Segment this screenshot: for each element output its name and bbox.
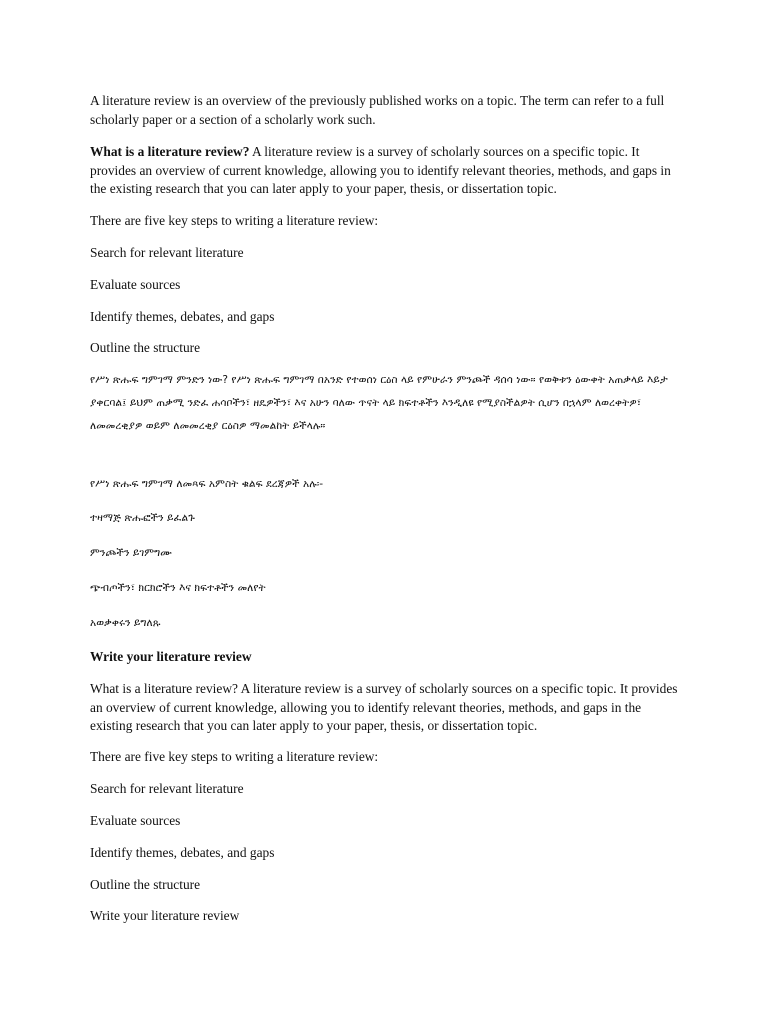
step-item: Write your literature review [90,908,240,923]
steps-intro: There are five key steps to writing a literature review: [90,213,379,228]
definition-heading: What is a literature review? [90,144,250,159]
definition-body: A literature review is a survey of scholarly sources on a specific topic. It provides an overview of current knowledge, allowing you to identify relevant theories, methods, and gaps in the existing research that you can later apply to your paper, thesis, or dissertation topic. [90,144,671,196]
step-item: Evaluate sources [90,277,181,292]
step-item: Identify themes, debates, and gaps [90,845,275,860]
steps-intro: There are five key steps to writing a literature review: [90,749,379,764]
step-item: Identify themes, debates, and gaps [90,309,275,324]
definition-paragraph [90,143,680,199]
step-item: Outline the structure [90,877,201,892]
amharic-step-item: ተዛማጅ ጽሑፎችን ይፈልጉ [90,512,195,524]
step-item: Search for relevant literature [90,245,244,260]
step-item: Outline the structure [90,340,201,355]
amharic-paragraph: የሥነ ጽሑፍ ግምገማ ምንድን ነው? የሥነ ጽሑፍ ግምገማ በአንድ የተወሰነ ርዕስ ላይ የምሁራን ምንጮች ዳሰሳ ነው። የወቅቱን ዕውቀት አጠቃላይ እይታ ያቀርባል፤ ይህም ጠቃሚ ንድፈ ሐሳቦችን፣ ዘዴዎችን፣ እና አሁን ባለው ጥናት ላይ ክፍተቶችን እንዲለዩ የሚያስችልዎት ሲሆን በኋላም ለወረቀትዎ፣ ለመመረቂያዎ ወይም ለመመረቂያ ርዕስዎ ማመልከት ይችላሉ። [90,374,668,432]
amharic-steps-intro: የሥነ ጽሑፍ ግምገማ ለመጻፍ አምስት ቁልፍ ደረጃዎች አሉ፡- [90,478,324,490]
section-heading: Write your literature review [90,649,252,664]
step-item: Evaluate sources [90,813,181,828]
definition-paragraph-repeat: What is a literature review? A literature review is a survey of scholarly sources on a specific topic. It provides an overview of current knowledge, allowing you to identify relevant theories, methods, and gaps in the existing research that you can later apply to your paper, thesis, or dissertation topic. [90,681,678,733]
amharic-step-item: ምንጮችን ይገምግሙ [90,547,173,559]
amharic-step-item: አወቃቀሩን ይግለጹ [90,617,161,629]
step-item: Search for relevant literature [90,781,244,796]
amharic-step-item: ጭብጦችን፣ ክርክሮችን እና ክፍተቶችን መለየት [90,582,266,594]
intro-paragraph: A literature review is an overview of the previously published works on a topic. The term can refer to a full scholarly paper or a section of a scholarly work such. [90,93,665,127]
